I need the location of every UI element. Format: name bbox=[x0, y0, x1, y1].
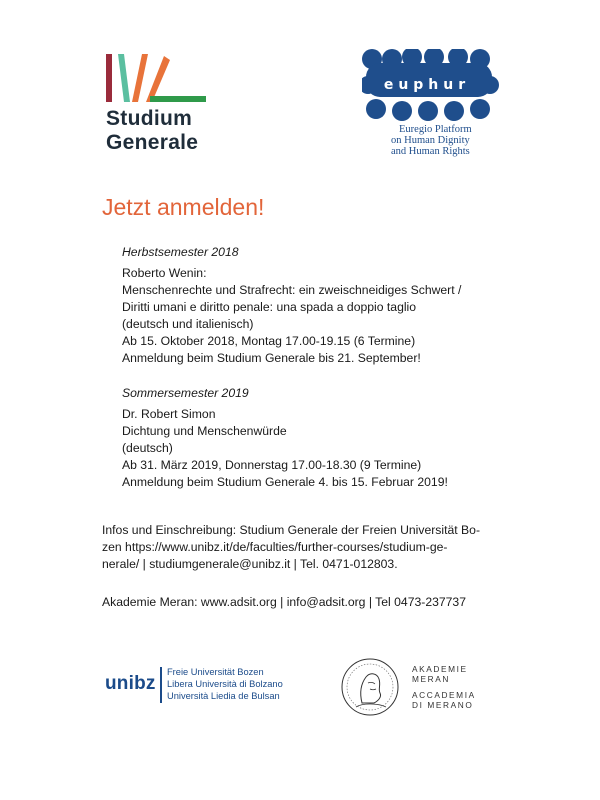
course-line: Menschenrechte und Strafrecht: ein zweischneidiges Schwert / bbox=[122, 283, 462, 297]
akademie-seal-icon bbox=[340, 657, 402, 717]
akademie-meran-logo bbox=[340, 657, 500, 717]
headline: Jetzt anmelden! bbox=[102, 194, 265, 220]
course-line: (deutsch) bbox=[122, 441, 173, 455]
euphur-subtitle-2: on Human Dignity bbox=[391, 135, 470, 146]
semester-title: Herbstsemester 2018 bbox=[122, 245, 239, 259]
course-block-2 bbox=[122, 385, 448, 491]
course-line: Dr. Robert Simon bbox=[122, 407, 216, 421]
akademie-name-2: MERAN bbox=[412, 674, 450, 684]
info-registration bbox=[102, 522, 532, 573]
studium-generale-line-1: Studium bbox=[106, 107, 193, 130]
unibz-name-de: Freie Universität Bozen bbox=[167, 667, 264, 677]
course-line: Ab 15. Oktober 2018, Montag 17.00-19.15 (6 Termine) bbox=[122, 334, 416, 348]
course-line: Roberto Wenin: bbox=[122, 266, 207, 280]
euphur-subtitle-1: Euregio Platform bbox=[399, 124, 472, 135]
course-line: Diritti umani e diritto penale: una spada a doppio taglio bbox=[122, 300, 417, 314]
accademia-name-2: DI MERANO bbox=[412, 700, 474, 710]
studium-generale-logo bbox=[104, 52, 214, 162]
info-line: Infos und Einschreibung: Studium Generale der Freien Universität Bo- bbox=[102, 523, 481, 537]
semester-title: Sommersemester 2019 bbox=[122, 386, 249, 400]
akademie-name-1: AKADEMIE bbox=[412, 664, 468, 674]
unibz-divider bbox=[160, 667, 162, 703]
euphur-subtitle-3: and Human Rights bbox=[391, 146, 470, 157]
course-line: (deutsch und italienisch) bbox=[122, 317, 254, 331]
info-line: zen https://www.unibz.it/de/faculties/further-courses/studium-ge- bbox=[102, 540, 448, 554]
accademia-name-1: ACCADEMIA bbox=[412, 690, 476, 700]
unibz-name-lld: Università Liedia de Bulsan bbox=[167, 691, 280, 701]
course-line: Dichtung und Menschenwürde bbox=[122, 424, 287, 438]
studium-generale-mark-icon bbox=[104, 52, 214, 104]
akademie-contact: Akademie Meran: www.adsit.org | info@adsit.org | Tel 0473-237737 bbox=[102, 595, 466, 609]
euphur-wordmark: euphur bbox=[383, 77, 471, 93]
course-block-1 bbox=[122, 244, 461, 367]
info-line: nerale/ | studiumgenerale@unibz.it | Tel. 0471-012803. bbox=[102, 557, 398, 571]
studium-generale-line-2: Generale bbox=[106, 131, 199, 154]
course-line: Anmeldung beim Studium Generale 4. bis 15. Februar 2019! bbox=[122, 475, 448, 489]
unibz-wordmark: unibz bbox=[105, 673, 156, 694]
unibz-name-it: Libera Università di Bolzano bbox=[167, 679, 283, 689]
course-line: Ab 31. März 2019, Donnerstag 17.00-18.30 (9 Termine) bbox=[122, 458, 422, 472]
course-line: Anmeldung beim Studium Generale bis 21. September! bbox=[122, 351, 421, 365]
euphur-logo bbox=[362, 49, 502, 164]
unibz-logo bbox=[105, 668, 325, 708]
